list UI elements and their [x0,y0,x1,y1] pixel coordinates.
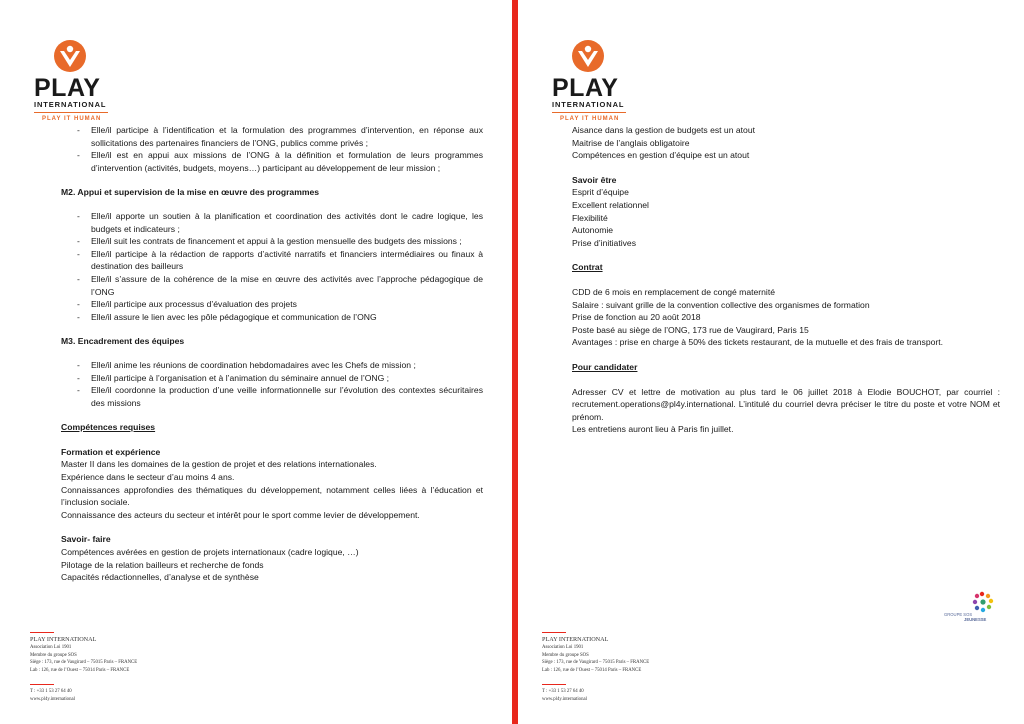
contrat-block [572,286,1000,349]
m2-list [61,210,483,323]
text-line: Esprit d’équipe [572,187,629,198]
right-page-content [572,124,1000,448]
footer-org: PLAY INTERNATIONAL [30,636,97,643]
footer-line: Association Loi 1901 [30,645,72,650]
page-footer [542,632,742,704]
text-line: Prise d’initiatives [572,237,636,248]
list-item: - Elle/il participe à l’identification et la formulation des programmes d’intervention, en réponse aux sollicitations des partenaires financiers de l’ONG, publics comme privés ; [61,124,483,149]
list-item: - Elle/il est en appui aux missions de l’ONG à la définition et formulation de leurs programmes d’intervention (activités, budgets, moyens…) participant au développement de leur mission ; [61,149,483,174]
sos-burst-icon [942,590,1002,614]
left-page-content [61,124,483,596]
footer-phone: T : +33 1 53 27 64 40 [542,689,584,695]
savoir-faire-block [61,533,483,583]
text-paragraph: Adresser CV et lettre de motivation au plus tard le 06 juillet 2018 à Elodie BOUCHOT, par courriel : recrutement.operations@pl4y.international. L’intitulé du courriel devra préciser le titre du poste et votre NOM et prénom. [572,386,1000,422]
page-footer [30,632,230,704]
list-item: - Elle/il anime les réunions de coordination hebdomadaires avec les Chefs de mission ; [61,359,483,372]
footer-rule [30,632,54,633]
footer-line: Lab : 126, rue de l’Ouest – 75014 Paris – FRANCE [542,667,642,673]
footer-org: PLAY INTERNATIONAL [542,636,609,643]
formation-block [61,446,483,522]
text-line: Maitrise de l’anglais obligatoire [572,137,690,148]
footer-phone: T : +33 1 53 27 64 40 [30,689,72,695]
text-line: Excellent relationnel [572,199,649,210]
logo-wordmark: PLAY [552,74,619,102]
savoir-etre-heading: Savoir être [572,174,617,185]
candidater-block [572,386,1000,436]
formation-heading: Formation et expérience [61,446,161,457]
text-line: Flexibilité [572,212,608,223]
logo-heart-icon [52,38,88,74]
list-item: - Elle/il assure le lien avec les pôle pédagogique et communication de l’ONG [61,311,483,324]
groupe-sos-jeunesse-logo [942,590,1002,630]
text-line: Connaissances approfondies des thématiques du développement, notamment celles liées à l’éducation et l’inclusion sociale. [61,484,483,508]
list-item: - Elle/il s’assure de la cohérence de la mise en œuvre des activités avec l’approche pédagogique de l’ONG [61,273,483,298]
competences-heading: Compétences requises [61,422,156,433]
text-line: Salaire : suivant grille de la convention collective des organismes de formation [572,299,870,310]
footer-rule [30,684,54,685]
footer-line: Siège : 173, rue de Vaugirard – 75015 Paris – FRANCE [30,660,138,666]
footer-line: Lab : 126, rue de l’Ouest – 75014 Paris – FRANCE [30,667,130,673]
logo-wordmark: PLAY [34,74,101,102]
footer-line: Membre du groupe SOS [30,652,77,658]
text-line: Aisance dans la gestion de budgets est un atout [572,125,755,135]
footer-line: Association Loi 1901 [542,645,584,650]
m3-list [61,359,483,409]
footer-line: Siège : 173, rue de Vaugirard – 75015 Paris – FRANCE [542,660,650,666]
text-line: Capacités rédactionnelles, d’analyse et de synthèse [61,572,259,583]
sos-logo-text: GROUPE SOS [944,612,973,617]
play-international-logo [34,38,124,122]
list-item: - Elle/il suit les contrats de financement et appui à la gestion mensuelle des budgets des missions ; [61,235,483,248]
list-item: - Elle/il apporte un soutien à la planification et coordination des activités dont le cadre logique, les budgets et indicateurs ; [61,210,483,235]
footer-rule [542,632,566,633]
savoir-etre-block [572,174,1000,250]
text-line: Les entretiens auront lieu à Paris fin juillet. [572,424,734,435]
logo-subtitle: INTERNATIONAL [34,100,107,109]
document-page-right [518,0,1024,724]
text-line: Connaissance des acteurs du secteur et intérêt pour le sport comme levier de développement. [61,509,420,520]
savoir-faire-continued [572,124,1000,162]
footer-rule [542,684,566,685]
logo-heart-icon [570,38,606,74]
footer-website: www.pl4y.international [542,696,587,702]
logo-rule [34,112,108,113]
list-item: - Elle/il participe aux processus d’évaluation des projets [61,298,483,311]
savoir-faire-heading: Savoir- faire [61,534,111,545]
logo-tagline: PLAY IT HUMAN [560,116,620,122]
logo-rule [552,112,626,113]
text-line: Autonomie [572,225,614,236]
logo-subtitle: INTERNATIONAL [552,100,625,109]
list-item: - Elle/il participe à la rédaction de rapports d’activité narratifs et financiers intermédiaires ou finaux à destination des bailleurs [61,248,483,273]
text-line: Poste basé au siège de l’ONG, 173 rue de Vaugirard, Paris 15 [572,324,809,335]
text-line: Compétences avérées en gestion de projets internationaux (cadre logique, …) [61,547,359,558]
play-international-logo [552,38,642,122]
candidater-heading: Pour candidater [572,361,638,372]
sos-logo-subtext: JEUNESSE [964,617,987,622]
contrat-heading: Contrat [572,262,603,273]
text-line: Prise de fonction au 20 août 2018 [572,312,701,323]
m1-list [61,124,483,174]
list-item: - Elle/il coordonne la production d’une veille informationnelle sur l’évolution des contextes sécuritaires des missions [61,384,483,409]
section-title-m3: M3. Encadrement des équipes [61,336,185,347]
logo-tagline: PLAY IT HUMAN [42,116,102,122]
text-line: Pilotage de la relation bailleurs et recherche de fonds [61,559,264,570]
footer-website: www.pl4y.international [30,696,75,702]
footer-line: Membre du groupe SOS [542,652,589,658]
list-item: - Elle/il participe à l’organisation et à l’animation du séminaire annuel de l’ONG ; [61,372,483,385]
text-line: Expérience dans le secteur d’au moins 4 ans. [61,472,235,483]
section-title-m2: M2. Appui et supervision de la mise en œuvre des programmes [61,187,320,198]
text-line: Avantages : prise en charge à 50% des tickets restaurant, de la mutuelle et des frais de transport. [572,337,944,348]
text-line: Compétences en gestion d’équipe est un atout [572,150,750,161]
text-line: Master II dans les domaines de la gestion de projet et des relations internationales. [61,459,377,470]
text-line: CDD de 6 mois en remplacement de congé maternité [572,286,776,297]
